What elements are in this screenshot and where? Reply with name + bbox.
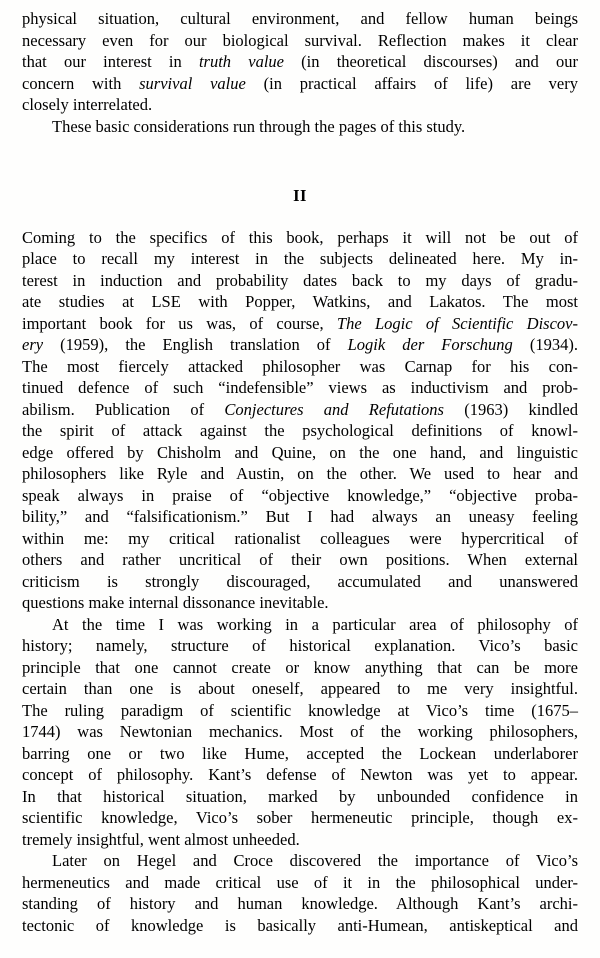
text-line: hermeneutics and made critical use of it in the philosophical under- — [22, 872, 578, 892]
paragraph — [22, 116, 578, 138]
paragraph — [22, 614, 578, 851]
section-heading: II — [293, 186, 307, 205]
text-line: concern with survival value (in practical affairs of life) are very — [22, 73, 578, 93]
page-content — [22, 8, 578, 936]
text-line: These basic considerations run through the pages of this study. — [52, 116, 466, 136]
italic-text: The Logic of Scientific Discov- — [336, 313, 578, 333]
text-line: ate studies at LSE with Popper, Watkins, and Lakatos. The most — [22, 292, 578, 311]
text-line: necessary even for our biological survival. Reflection makes it clear — [22, 30, 578, 50]
paragraph — [22, 227, 578, 614]
text-line: barring one or two like Hume, accepted the Lockean underlaborer — [22, 743, 578, 763]
text-line: edge offered by Chisholm and Quine, on the one hand, and linguistic — [22, 442, 578, 462]
text-line: criticism is strongly discouraged, accumulated and unanswered — [22, 571, 578, 591]
text-line: Coming to the specifics of this book, perhaps it will not be out of — [22, 227, 578, 247]
text-line: the spirit of attack against the psychological definitions of knowl- — [22, 421, 578, 440]
text-line: concept of philosophy. Kant’s defense of Newton was yet to appear. — [22, 765, 578, 784]
text-line: 1744) was Newtonian mechanics. Most of the working philosophers, — [22, 722, 578, 741]
text-line: terest in induction and probability dates back to my days of gradu- — [22, 270, 578, 290]
text-line: history; namely, structure of historical explanation. Vico’s basic — [22, 636, 578, 655]
text-line: physical situation, cultural environment, and fellow human beings — [22, 9, 578, 28]
italic-text: Conjectures and Refutations — [224, 399, 444, 419]
text-line: tinued defence of such “indefensible” views as inductivism and prob- — [22, 378, 578, 397]
text-line: speak always in praise of “objective knowledge,” “objective proba- — [22, 485, 578, 505]
text-line: questions make internal dissonance inevitable. — [22, 593, 329, 612]
text-line: bility,” and “falsificationism.” But I had always an uneasy feeling — [22, 507, 578, 526]
text-line: closely interrelated. — [22, 95, 153, 114]
text-line: standing of history and human knowledge. Although Kant’s archi- — [22, 894, 578, 913]
text-line: important book for us was, of course, The Logic of Scientific Discov- — [22, 313, 578, 333]
text-line: abilism. Publication of Conjectures and Refutations (1963) kindled — [22, 399, 578, 419]
italic-text: ery — [22, 335, 44, 354]
text-line: Later on Hegel and Croce discovered the importance of Vico’s — [52, 851, 578, 870]
text-line: place to recall my interest in the subjects delineated here. My in- — [22, 249, 578, 268]
italic-text: Logik der Forschung — [347, 335, 513, 354]
text-line: philosophers like Ryle and Austin, on the other. We used to hear and — [22, 464, 578, 483]
text-line: tectonic of knowledge is basically anti-Humean, antiskeptical and — [22, 915, 578, 935]
italic-text: survival value — [139, 73, 246, 93]
text-line: certain than one is about oneself, appeared to me very insightful. — [22, 679, 578, 698]
text-line: within me: my critical rationalist colleagues were hypercritical of — [22, 528, 578, 548]
text-line: principle that one cannot create or know anything that can be more — [22, 657, 578, 677]
text-line: others and rather uncritical of their own positions. When external — [22, 550, 578, 569]
italic-text: truth value — [198, 52, 284, 71]
text-line: that our interest in truth value (in theoretical discourses) and our — [22, 52, 578, 71]
text-line: The most fiercely attacked philosopher was Carnap for his con- — [22, 356, 578, 376]
text-line: At the time I was working in a particular area of philosophy of — [52, 614, 578, 634]
text-line: tremely insightful, went almost unheeded. — [22, 829, 300, 849]
text-line: In that historical situation, marked by unbounded confidence in — [22, 786, 578, 806]
text-line: scientific knowledge, Vico’s sober hermeneutic principle, though ex- — [22, 808, 578, 827]
paragraph — [22, 8, 578, 116]
paragraph — [22, 850, 578, 936]
text-line: The ruling paradigm of scientific knowledge at Vico’s time (1675– — [22, 700, 578, 720]
text-line: ery (1959), the English translation of Logik der Forschung (1934). — [22, 335, 578, 354]
